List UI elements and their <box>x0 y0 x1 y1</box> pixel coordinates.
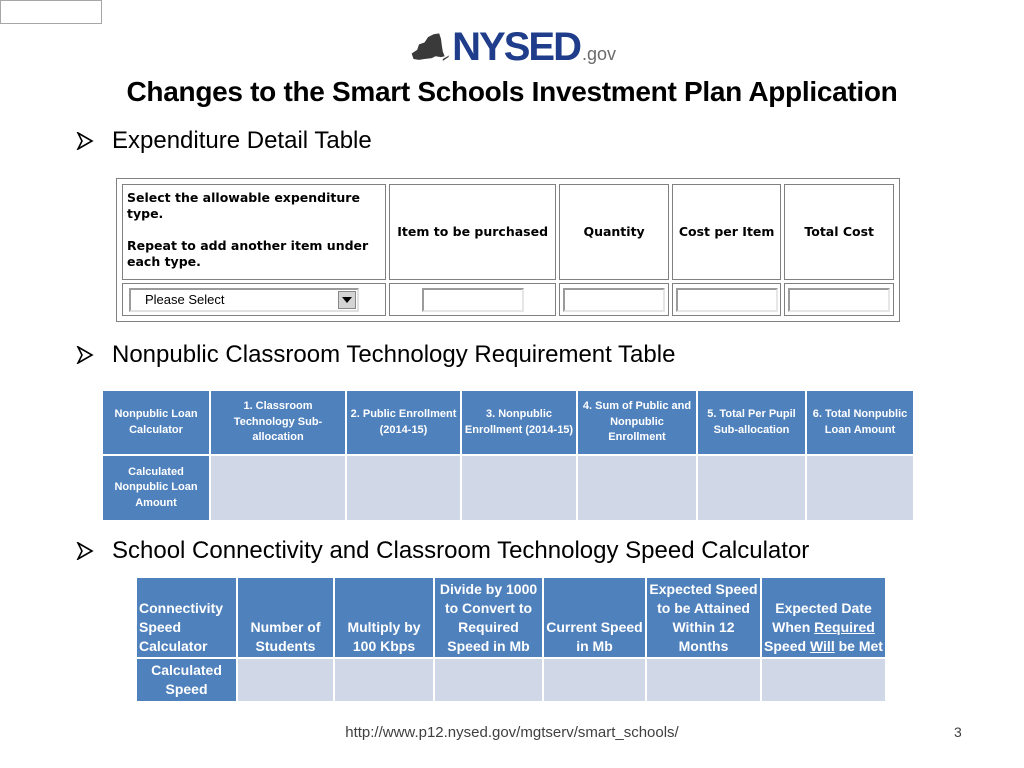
table-cell <box>238 659 333 701</box>
table-header: Number of Students <box>238 578 333 657</box>
table-header: Expected Speed to be Attained Within 12 Months <box>647 578 760 657</box>
table-cell <box>762 659 885 701</box>
page-number: 3 <box>954 724 962 740</box>
speed-calculator-table <box>135 576 887 703</box>
expenditure-detail-table <box>116 178 900 322</box>
item-input[interactable] <box>422 288 524 312</box>
column-header: Total Cost <box>784 184 894 280</box>
table-header <box>762 578 885 657</box>
new-york-state-icon <box>408 30 450 66</box>
expenditure-type-header <box>122 184 386 280</box>
table-header: 5. Total Per Pupil Sub-allocation <box>698 391 805 454</box>
select-value: Please Select <box>145 291 225 307</box>
table-header: 2. Public Enrollment (2014-15) <box>347 391 460 454</box>
logo-suffix: .gov <box>581 44 616 64</box>
table-cell <box>698 456 805 520</box>
nysed-logo <box>408 26 616 69</box>
header-text-line1: Select the allowable expenditure type. <box>127 190 360 221</box>
expenditure-type-cell <box>122 283 386 316</box>
header-text-line2: Repeat to add another item under each type. <box>127 238 369 269</box>
table-cell <box>578 456 696 520</box>
table-cell <box>544 659 645 701</box>
input-cell <box>672 283 782 316</box>
row-label: Calculated Nonpublic Loan Amount <box>103 456 209 520</box>
dropdown-arrow-icon[interactable] <box>338 291 356 309</box>
header-text: Speed <box>764 638 810 654</box>
header-text: be Met <box>834 638 883 654</box>
underlined-text: Will <box>809 638 835 654</box>
table-header: 3. Nonpublic Enrollment (2014-15) <box>462 391 576 454</box>
column-header: Cost per Item <box>672 184 782 280</box>
total-cost-input[interactable] <box>788 288 890 312</box>
header-text: Expected Date When <box>772 600 872 635</box>
table-header: 6. Total Nonpublic Loan Amount <box>807 391 913 454</box>
table-header: Nonpublic Loan Calculator <box>103 391 209 454</box>
table-header: 4. Sum of Public and Nonpublic Enrollment <box>578 391 696 454</box>
table-cell <box>335 659 433 701</box>
bullet-expenditure <box>76 127 372 155</box>
arrow-bullet-icon <box>76 542 98 560</box>
arrow-bullet-icon <box>76 346 98 364</box>
bullet-speed-calculator <box>76 537 809 565</box>
column-header: Item to be purchased <box>389 184 556 280</box>
footer-url[interactable]: http://www.p12.nysed.gov/mgtserv/smart_schools/ <box>345 724 679 741</box>
underlined-text: Required <box>814 619 875 635</box>
nonpublic-requirement-table <box>101 389 915 522</box>
column-header: Quantity <box>559 184 669 280</box>
input-cell <box>784 283 894 316</box>
table-cell <box>211 456 345 520</box>
table-header: 1. Classroom Technology Sub-allocation <box>211 391 345 454</box>
section-heading: Expenditure Detail Table <box>112 127 372 154</box>
table-header: Divide by 1000 to Convert to Required Speed in Mb <box>435 578 542 657</box>
bullet-nonpublic <box>76 341 675 369</box>
table-header: Current Speed in Mb <box>544 578 645 657</box>
cost-per-item-input[interactable] <box>676 288 778 312</box>
section-heading: School Connectivity and Classroom Technology Speed Calculator <box>112 537 810 564</box>
table-cell <box>647 659 760 701</box>
logo-text: NYSED <box>452 25 580 69</box>
slide-title: Changes to the Smart Schools Investment Plan Application <box>126 76 898 107</box>
expenditure-type-select[interactable] <box>129 288 359 312</box>
input-cell <box>389 283 556 316</box>
table-cell <box>347 456 460 520</box>
input-cell <box>559 283 669 316</box>
table-header: Multiply by 100 Kbps <box>335 578 433 657</box>
row-label: Calculated Speed <box>137 659 236 701</box>
quantity-input[interactable] <box>563 288 665 312</box>
table-cell <box>462 456 576 520</box>
table-cell <box>807 456 913 520</box>
arrow-bullet-icon <box>76 132 98 150</box>
table-cell <box>435 659 542 701</box>
corner-placeholder-box <box>0 0 102 24</box>
section-heading: Nonpublic Classroom Technology Requirement Table <box>112 341 676 368</box>
table-header: Connectivity Speed Calculator <box>137 578 236 657</box>
